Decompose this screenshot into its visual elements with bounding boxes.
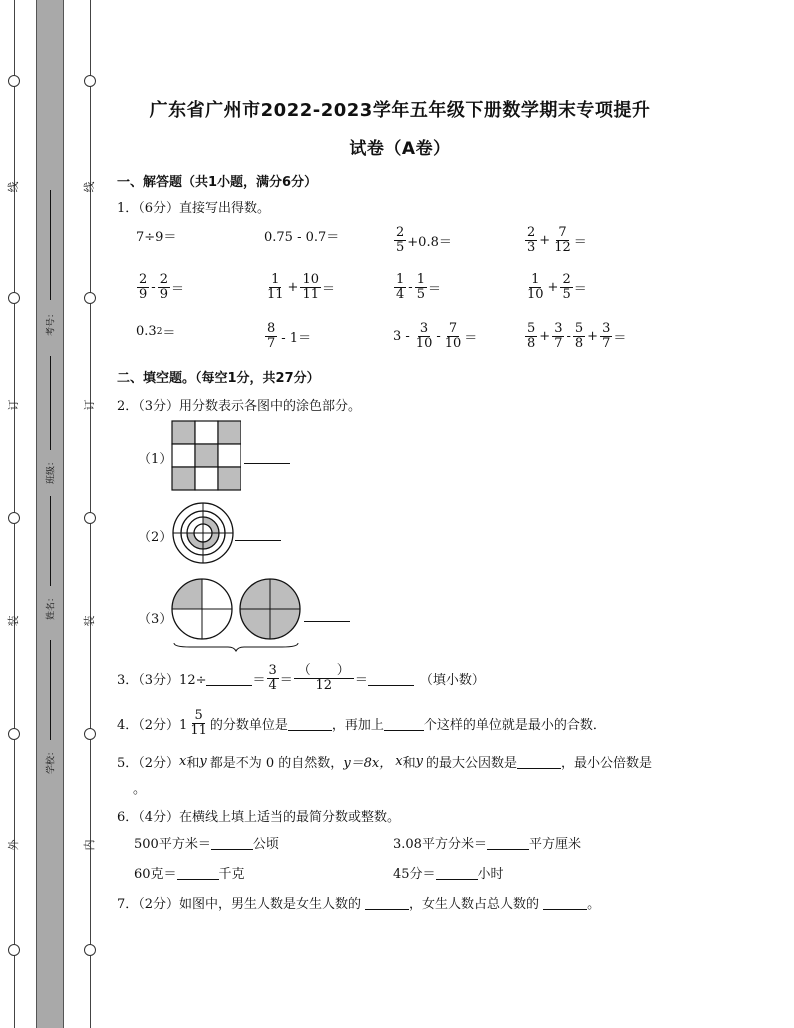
binding-hole <box>8 512 20 524</box>
answer-blank[interactable] <box>517 755 561 769</box>
fraction: $\frac{3}{7}$ <box>554 321 563 351</box>
fraction: $\frac{5}{11}$ <box>190 708 207 738</box>
answer-blank[interactable] <box>304 608 350 622</box>
margin-char-inner: 装 <box>83 615 96 627</box>
section-heading: 一、解答题（共1小题，满分6分） <box>117 175 318 190</box>
conversion-item: 45分＝ 小时 <box>393 867 504 882</box>
margin-char-outer: 订 <box>7 399 20 411</box>
margin-char-outer: 线 <box>7 181 20 193</box>
concentric-circles-figure <box>171 501 235 565</box>
margin-char-inner: 内 <box>83 839 96 851</box>
paper-title: 广东省广州市2022-2023学年五年级下册数学期末专项提升 <box>149 100 651 121</box>
fraction: $\frac{3}{4}$ <box>268 663 277 693</box>
binding-hole <box>84 944 96 956</box>
calc-item: $\frac{1}{4}$ - $\frac{1}{5}$ ＝ <box>396 272 441 302</box>
binding-hole <box>84 292 96 304</box>
answer-blank[interactable] <box>487 836 529 850</box>
grid-figure <box>171 420 241 491</box>
fraction: $\frac{7}{12}$ <box>554 225 571 255</box>
fraction: $\frac{2}{5}$ <box>396 225 405 255</box>
grid-cell <box>195 444 218 467</box>
grid-cell <box>172 467 195 490</box>
fraction: $\frac{8}{7}$ <box>267 321 276 351</box>
figure-label: （2） <box>138 530 173 545</box>
calc-item: 7÷9＝ <box>136 230 177 245</box>
answer-blank[interactable] <box>543 896 587 910</box>
fraction: $\frac{2}{9}$ <box>139 272 148 302</box>
quartered-circles-figure <box>170 577 304 653</box>
fraction: $\frac{7}{10}$ <box>444 321 462 351</box>
figure-label: （3） <box>138 612 173 627</box>
binding-hole <box>8 75 20 87</box>
binding-hole <box>8 292 20 304</box>
grid-cell <box>218 444 241 467</box>
fraction: $\frac{1}{10}$ <box>527 272 544 302</box>
calc-item: 3 - $\frac{3}{10}$ - $\frac{7}{10}$ ＝ <box>393 321 478 351</box>
calc-item: $\frac{8}{7}$ - 1＝ <box>267 321 312 351</box>
field-blank-name[interactable] <box>50 496 51 586</box>
fraction: $\frac{1}{4}$ <box>396 272 405 302</box>
calc-item: $\frac{1}{11}$ + $\frac{10}{11}$ ＝ <box>267 272 336 302</box>
fraction: $\frac{1}{5}$ <box>416 272 425 302</box>
fraction: $\frac{2}{5}$ <box>562 272 571 302</box>
calc-item: 0.3 2 ＝ <box>136 324 176 341</box>
conversion-item: 3.08平方分米＝ 平方厘米 <box>393 837 581 852</box>
question-prompt: 2．（3分）用分数表示各图中的涂色部分。 <box>117 399 362 414</box>
grid-cell <box>218 467 241 490</box>
grid-cell <box>195 467 218 490</box>
margin-char-inner: 线 <box>83 181 96 193</box>
question-5-continuation: 。 <box>133 782 147 797</box>
fraction: $\frac{1}{11}$ <box>267 272 284 302</box>
calc-item: $\frac{2}{9}$ - $\frac{2}{9}$ ＝ <box>139 272 184 302</box>
calc-item: $\frac{2}{5}$ +0.8＝ <box>396 225 452 255</box>
field-blank-class[interactable] <box>50 356 51 450</box>
question-7: 7．（2分）如图中，男生人数是女生人数的 ，女生人数占总人数的 。 <box>117 897 601 912</box>
question-prompt: 1．（6分）直接写出得数。 <box>117 201 271 216</box>
section-heading: 二、填空题。（每空1分，共27分） <box>117 371 320 386</box>
question-3: 3．（3分）12÷ ＝ $\frac{3}{4}$ ＝ $\frac{( )}{12}$ ＝ （填小数） <box>117 663 485 693</box>
margin-char-outer: 装 <box>7 615 20 627</box>
calc-item: $\frac{5}{8}$ + $\frac{3}{7}$ - $\frac{5}{8}$ + $\frac{3}{7}$ ＝ <box>527 321 627 351</box>
field-label-name: 姓名： <box>46 593 57 621</box>
binding-hole <box>8 944 20 956</box>
fraction: $\frac{10}{11}$ <box>302 272 319 302</box>
margin-char-outer: 外 <box>7 839 20 851</box>
grid-cell <box>195 421 218 444</box>
answer-blank[interactable] <box>206 672 252 686</box>
answer-blank[interactable] <box>177 866 219 880</box>
field-label-school: 学校： <box>46 747 57 775</box>
grid-cell <box>172 444 195 467</box>
paper-subtitle: 试卷（A卷） <box>349 139 451 159</box>
fraction: $\frac{3}{10}$ <box>415 321 433 351</box>
field-blank-exam-no[interactable] <box>50 190 51 300</box>
fraction: $\frac{2}{3}$ <box>527 225 536 255</box>
answer-blank[interactable] <box>384 717 424 731</box>
binding-hole <box>84 728 96 740</box>
fraction: $\frac{5}{8}$ <box>527 321 536 351</box>
fraction: $\frac{5}{8}$ <box>574 321 584 351</box>
answer-blank[interactable] <box>368 672 414 686</box>
fraction: $\frac{( )}{12}$ <box>294 664 354 693</box>
conversion-item: 60克＝ 千克 <box>134 867 245 882</box>
question-prompt: 6．（4分）在横线上填上适当的最简分数或整数。 <box>117 810 401 825</box>
fraction: $\frac{3}{7}$ <box>602 321 611 351</box>
calc-item: $\frac{2}{3}$ + $\frac{7}{12}$ ＝ <box>527 225 587 255</box>
figure-label: （1） <box>138 452 173 467</box>
margin-char-inner: 订 <box>83 399 96 411</box>
binding-hole <box>84 512 96 524</box>
binding-hole <box>8 728 20 740</box>
fraction: $\frac{2}{9}$ <box>159 272 168 302</box>
calc-item: 0.75 - 0.7＝ <box>264 230 340 245</box>
answer-blank[interactable] <box>211 836 253 850</box>
grid-cell <box>172 421 195 444</box>
answer-blank[interactable] <box>235 527 281 541</box>
answer-blank[interactable] <box>288 717 332 731</box>
answer-blank[interactable] <box>365 896 409 910</box>
question-4: 4．（2分）1 $\frac{5}{11}$ 的分数单位是 ，再加上 个这样的单位就是最小的合数． <box>117 708 606 738</box>
question-5: 5．（2分） x 和 y 都是不为 0 的自然数， y＝8x， x 和 y 的最大公因数是 ，最小公倍数是 <box>117 754 653 771</box>
grid-cell <box>218 421 241 444</box>
conversion-item: 500平方米＝ 公顷 <box>134 837 279 852</box>
calc-item: $\frac{1}{10}$ + $\frac{2}{5}$ ＝ <box>527 272 587 302</box>
answer-blank[interactable] <box>244 450 290 464</box>
answer-blank[interactable] <box>436 866 478 880</box>
binding-hole <box>84 75 96 87</box>
field-label-class: 班级： <box>46 457 57 485</box>
field-blank-school[interactable] <box>50 640 51 740</box>
field-label-exam-no: 考号： <box>46 309 57 337</box>
